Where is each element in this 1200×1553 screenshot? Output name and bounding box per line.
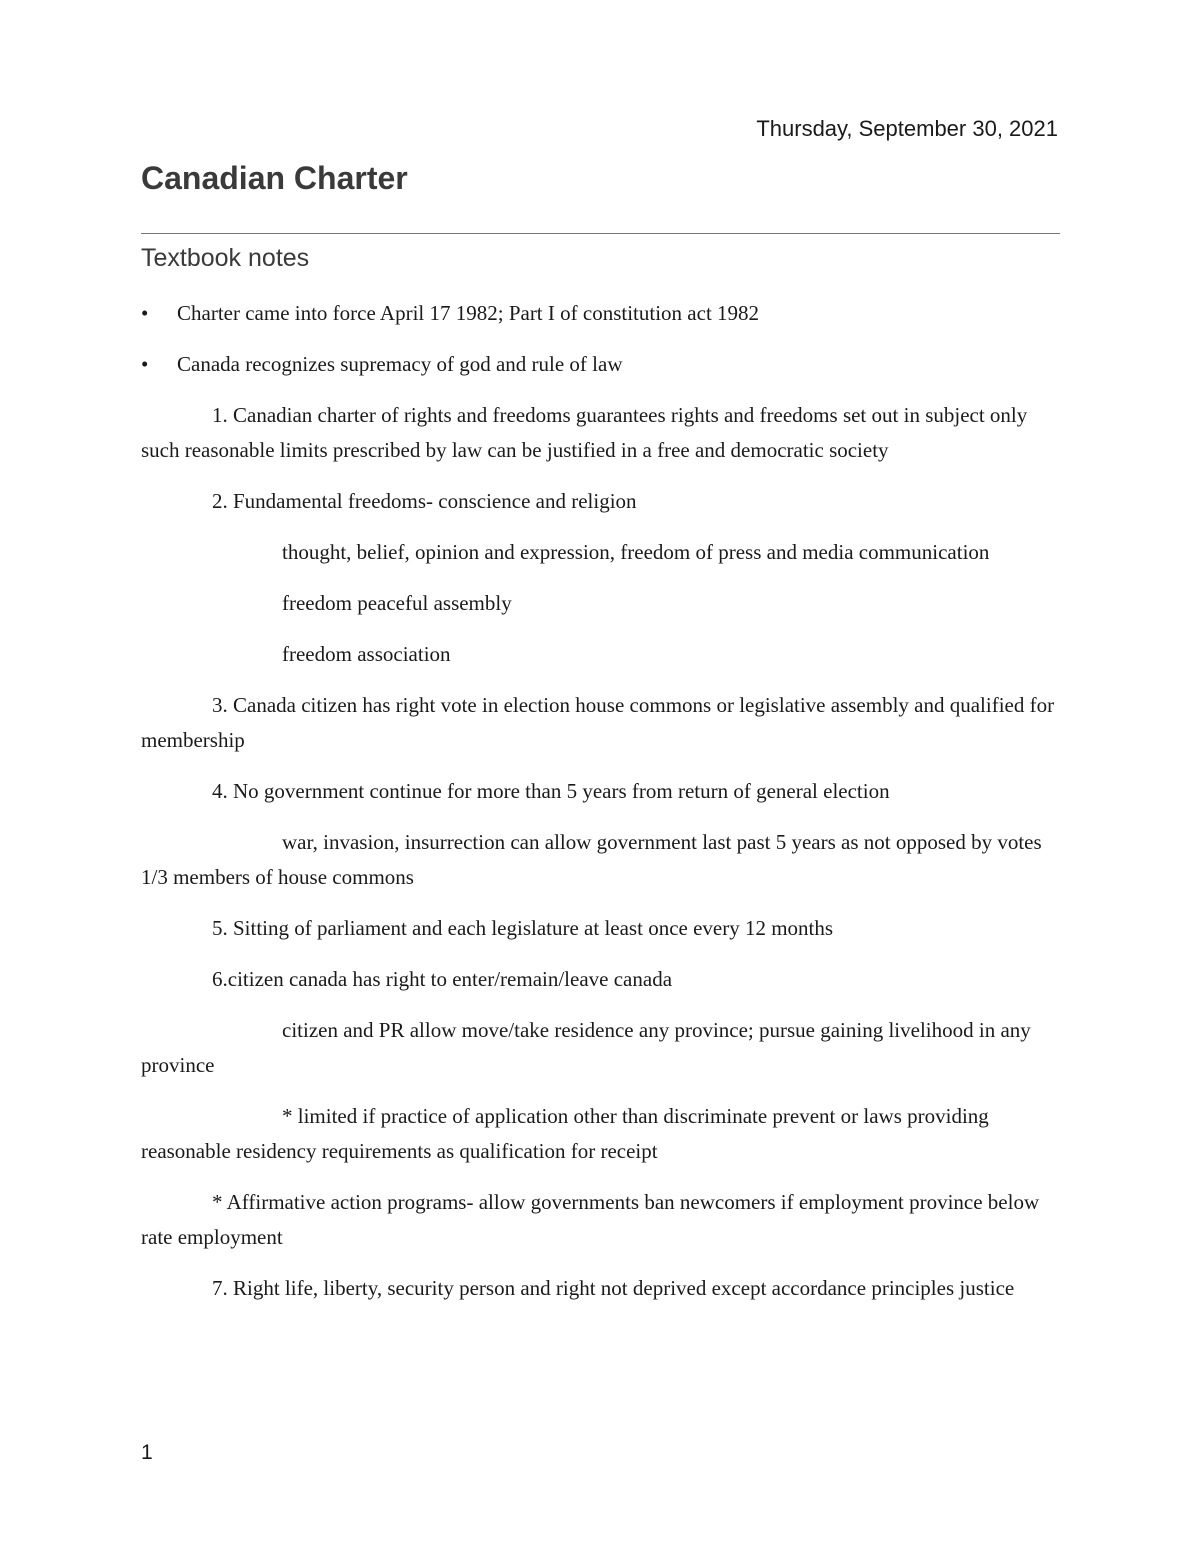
note-subparagraph: * limited if practice of application other than discriminate prevent or laws providing reasonable residency requirements as qualification for receipt (141, 1104, 989, 1163)
bullet-item (141, 296, 1060, 331)
note-subparagraph: freedom association (282, 642, 451, 666)
section-heading: Textbook notes (141, 244, 310, 272)
bullet-icon: • (141, 352, 149, 376)
bullet-text: Canada recognizes supremacy of god and rule of law (177, 352, 623, 376)
bullet-text: Charter came into force April 17 1982; Part I of constitution act 1982 (177, 301, 760, 325)
note-paragraph: 3. Canada citizen has right vote in election house commons or legislative assembly and qualified for membership (141, 693, 1055, 752)
note-paragraph: 2. Fundamental freedoms- conscience and religion (212, 489, 637, 513)
document-date: Thursday, September 30, 2021 (756, 116, 1058, 141)
note-paragraph: 5. Sitting of parliament and each legislature at least once every 12 months (212, 916, 834, 940)
note-paragraph: * Affirmative action programs- allow governments ban newcomers if employment province below rate employment (141, 1190, 1040, 1249)
note-paragraph: 6.citizen canada has right to enter/remain/leave canada (212, 967, 673, 991)
notes-body (141, 296, 1060, 1322)
bullet-item (141, 347, 1060, 382)
title-divider (141, 233, 1060, 234)
note-subparagraph: freedom peaceful assembly (282, 591, 512, 615)
note-subparagraph: thought, belief, opinion and expression, freedom of press and media communication (282, 540, 990, 564)
note-subparagraph: citizen and PR allow move/take residence any province; pursue gaining livelihood in any province (141, 1018, 1031, 1077)
page-number: 1 (141, 1441, 153, 1464)
bullet-icon: • (141, 301, 149, 325)
note-paragraph: 4. No government continue for more than 5 years from return of general election (212, 779, 890, 803)
note-paragraph: 7. Right life, liberty, security person and right not deprived except accordance principles justice (212, 1276, 1015, 1300)
note-subparagraph: war, invasion, insurrection can allow government last past 5 years as not opposed by votes 1/3 members of house commons (141, 830, 1042, 889)
note-paragraph: 1. Canadian charter of rights and freedoms guarantees rights and freedoms set out in subject only such reasonable limits prescribed by law can be justified in a free and democratic society (141, 403, 1028, 462)
page-title: Canadian Charter (141, 160, 408, 196)
